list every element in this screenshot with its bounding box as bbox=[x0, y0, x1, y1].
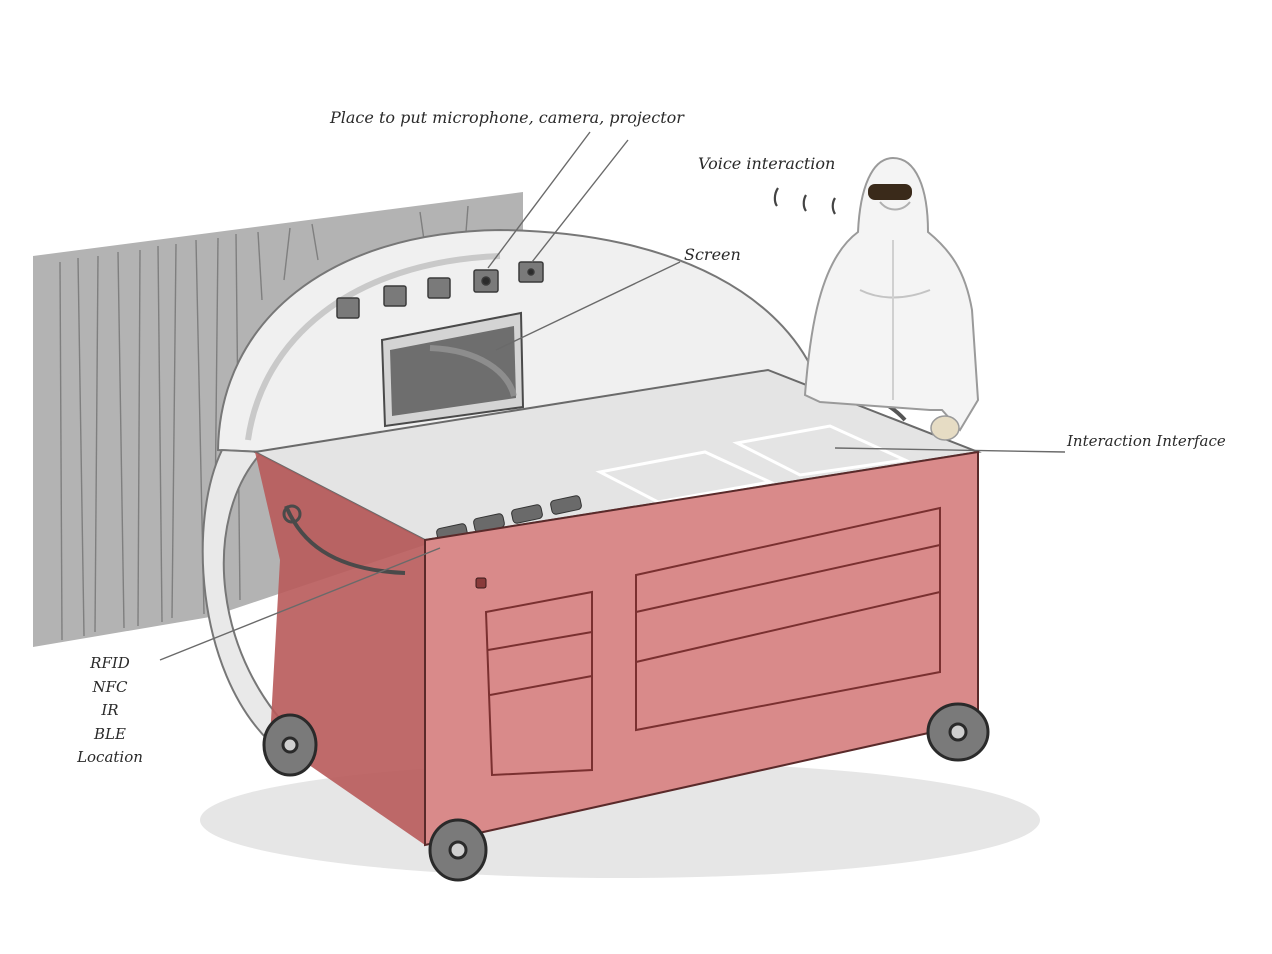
goggles-icon bbox=[868, 184, 912, 200]
indicator-light bbox=[476, 578, 486, 588]
projector-lens-icon bbox=[528, 269, 534, 275]
label-voice-interaction: Voice interaction bbox=[698, 154, 836, 173]
tech-item: BLE bbox=[94, 724, 126, 743]
voice-wave-icon bbox=[775, 188, 835, 214]
label-screen: Screen bbox=[684, 245, 741, 264]
camera-lens-icon bbox=[482, 277, 490, 285]
label-interaction-interface: Interaction Interface bbox=[1067, 432, 1226, 450]
device-slot bbox=[428, 278, 450, 298]
gloved-hand bbox=[931, 416, 959, 440]
tech-item: Location bbox=[77, 748, 143, 766]
tech-item: IR bbox=[101, 701, 119, 719]
cleanroom-worker bbox=[805, 158, 978, 440]
tech-list bbox=[62, 652, 158, 770]
device-slot bbox=[384, 286, 406, 306]
device-slot bbox=[337, 298, 359, 318]
tech-item: NFC bbox=[92, 677, 128, 696]
tech-item: RFID bbox=[90, 654, 130, 672]
label-device-mounts: Place to put microphone, camera, projector bbox=[330, 108, 684, 127]
